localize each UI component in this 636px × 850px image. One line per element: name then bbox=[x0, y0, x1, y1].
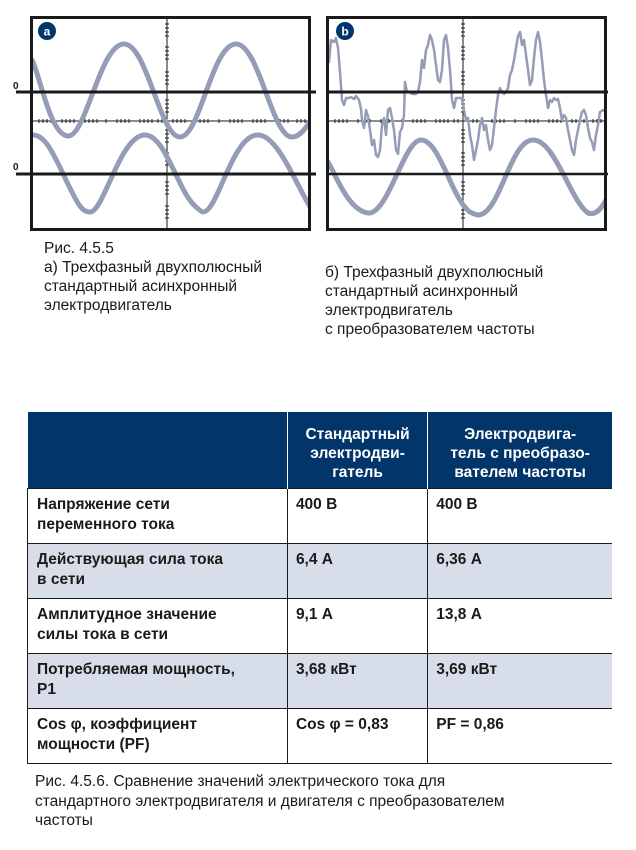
header-line: вателем частоты bbox=[454, 464, 586, 481]
caption-line: Рис. 4.5.6. Сравнение значений электрического тока для bbox=[35, 773, 446, 790]
header-standard-motor bbox=[287, 412, 427, 489]
oscillogram-panel-b bbox=[326, 18, 608, 230]
table-row bbox=[28, 599, 613, 654]
caption-b-line: электродвигатель bbox=[325, 302, 453, 319]
vfd-value: 400 В bbox=[428, 489, 612, 544]
header-vfd-motor bbox=[428, 412, 612, 489]
table-row bbox=[28, 654, 613, 709]
header-line: Стандартный bbox=[305, 426, 410, 443]
oscillogram-panel-a bbox=[13, 18, 316, 230]
standard-value: 3,68 кВт bbox=[287, 654, 427, 709]
caption-line: частоты bbox=[35, 812, 93, 829]
row-label: Потребляемая мощность, P1 bbox=[28, 654, 288, 709]
row-label: Действующая сила тока в сети bbox=[28, 544, 288, 599]
table-row bbox=[28, 709, 613, 764]
header-line: Электродвига- bbox=[464, 426, 577, 443]
zero-label-lower: 0 bbox=[13, 162, 19, 173]
caption-b-line: б) Трехфазный двухполюсный bbox=[325, 264, 544, 281]
caption-b-line: с преобразователем частоты bbox=[325, 321, 535, 338]
vfd-value: PF = 0,86 bbox=[428, 709, 612, 764]
caption-a-line: а) Трехфазный двухполюсный bbox=[44, 259, 263, 276]
figure-455-caption-b bbox=[325, 263, 543, 339]
caption-line: стандартного электродвигателя и двигателя с преобразователем bbox=[35, 792, 505, 810]
standard-value: 400 В bbox=[287, 489, 427, 544]
figure-456-caption bbox=[35, 772, 505, 831]
header-line: тель с преобразо- bbox=[450, 445, 590, 462]
table-header-row bbox=[28, 412, 613, 489]
distorted-current-b bbox=[329, 32, 606, 160]
row-label: Амплитудное значение силы тока в сети bbox=[28, 599, 288, 654]
standard-value: Cos φ = 0,83 bbox=[287, 709, 427, 764]
caption-a-line: электродвигатель bbox=[44, 297, 172, 314]
caption-a-line: стандартный асинхронный bbox=[44, 278, 238, 295]
row-label: Cos φ, коэффициент мощности (PF) bbox=[28, 709, 288, 764]
table-row bbox=[28, 544, 613, 599]
figure-455-caption-a bbox=[44, 239, 262, 315]
vfd-value: 13,8 А bbox=[428, 599, 612, 654]
standard-value: 6,4 А bbox=[287, 544, 427, 599]
comparison-table bbox=[27, 412, 612, 764]
row-label: Напряжение сети переменного тока bbox=[28, 489, 288, 544]
standard-value: 9,1 А bbox=[287, 599, 427, 654]
vfd-value: 3,69 кВт bbox=[428, 654, 612, 709]
table-row bbox=[28, 489, 613, 544]
header-line: гатель bbox=[332, 464, 383, 481]
panel-badge-b-label: b bbox=[341, 24, 349, 39]
voltage-sine-b bbox=[328, 140, 607, 215]
zero-label-upper: 0 bbox=[13, 81, 19, 92]
panel-badge-a-label: a bbox=[43, 24, 51, 39]
oscillogram-figure bbox=[0, 0, 636, 240]
header-line: электродви- bbox=[310, 445, 405, 462]
figure-455-number: Рис. 4.5.5 bbox=[44, 240, 114, 257]
caption-b-line: стандартный асинхронный bbox=[325, 283, 519, 300]
header-empty bbox=[28, 412, 288, 489]
vfd-value: 6,36 А bbox=[428, 544, 612, 599]
